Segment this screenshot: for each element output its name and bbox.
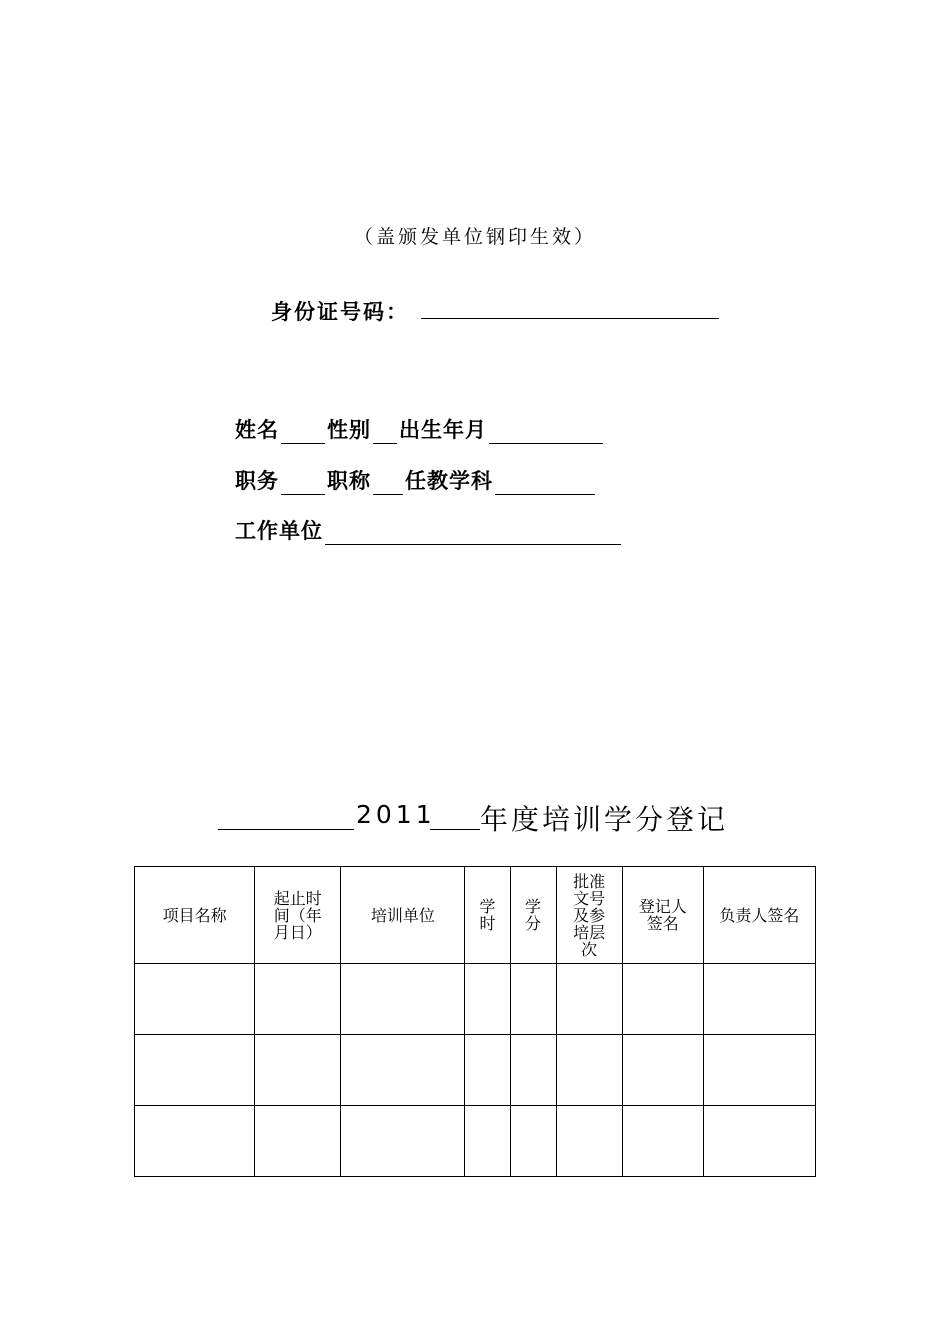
header-class-hours: 学时 — [465, 867, 510, 964]
table-cell[interactable] — [341, 964, 465, 1035]
gender-field[interactable] — [373, 421, 397, 444]
seal-note: （盖颁发单位钢印生效） — [353, 226, 596, 248]
table-cell[interactable] — [135, 1035, 255, 1106]
header-approval-number: 批准文号及参培层次 — [556, 867, 622, 964]
birth-label: 出生年月 — [399, 417, 487, 442]
table-cell[interactable] — [135, 964, 255, 1035]
table-cell[interactable] — [341, 1106, 465, 1177]
personal-info-row-3 — [235, 515, 623, 545]
table-cell[interactable] — [465, 1106, 510, 1177]
header-date-range: 起止时间（年月日） — [255, 867, 341, 964]
table-cell[interactable] — [255, 1035, 341, 1106]
id-number-field[interactable] — [421, 318, 719, 319]
birth-field[interactable] — [489, 421, 603, 444]
name-field[interactable] — [281, 421, 325, 444]
table-cell[interactable] — [703, 1106, 815, 1177]
header-registrar-signature: 登记人签名 — [622, 867, 703, 964]
table-cell[interactable] — [556, 1106, 622, 1177]
table-row — [135, 1106, 816, 1177]
subject-field[interactable] — [495, 472, 595, 495]
table-cell[interactable] — [255, 1106, 341, 1177]
workplace-field[interactable] — [325, 522, 621, 545]
table-cell[interactable] — [135, 1106, 255, 1177]
register-title: 年度培训学分登记 — [480, 803, 729, 836]
table-cell[interactable] — [510, 1106, 556, 1177]
personal-info-row-1 — [235, 414, 605, 444]
table-cell[interactable] — [703, 964, 815, 1035]
table-cell[interactable] — [556, 964, 622, 1035]
personal-info-row-2 — [235, 465, 597, 495]
register-year: 2011 — [356, 800, 436, 829]
header-credits: 学分 — [510, 867, 556, 964]
table-cell[interactable] — [510, 964, 556, 1035]
table-row — [135, 964, 816, 1035]
table-cell[interactable] — [255, 964, 341, 1035]
header-training-unit: 培训单位 — [341, 867, 465, 964]
id-number-label: 身份证号码： — [271, 299, 409, 324]
table-cell[interactable] — [703, 1035, 815, 1106]
table-cell[interactable] — [341, 1035, 465, 1106]
table-cell[interactable] — [465, 964, 510, 1035]
header-supervisor-signature: 负责人签名 — [703, 867, 815, 964]
table-row — [135, 1035, 816, 1106]
table-cell[interactable] — [556, 1035, 622, 1106]
subject-label: 任教学科 — [405, 468, 493, 493]
table-header-row — [135, 867, 816, 964]
workplace-label: 工作单位 — [235, 518, 323, 543]
position-field[interactable] — [281, 472, 325, 495]
title-underline-right — [430, 829, 480, 830]
credit-register-table — [134, 866, 816, 1177]
header-project-name: 项目名称 — [135, 867, 255, 964]
table-cell[interactable] — [622, 1106, 703, 1177]
table-cell[interactable] — [510, 1035, 556, 1106]
gender-label: 性别 — [327, 417, 371, 442]
position-label: 职务 — [235, 468, 279, 493]
table-cell[interactable] — [622, 1035, 703, 1106]
title-field[interactable] — [373, 472, 403, 495]
table-cell[interactable] — [622, 964, 703, 1035]
table-cell[interactable] — [465, 1035, 510, 1106]
title-underline-left — [218, 829, 354, 830]
title-label: 职称 — [327, 468, 371, 493]
name-label: 姓名 — [235, 417, 279, 442]
